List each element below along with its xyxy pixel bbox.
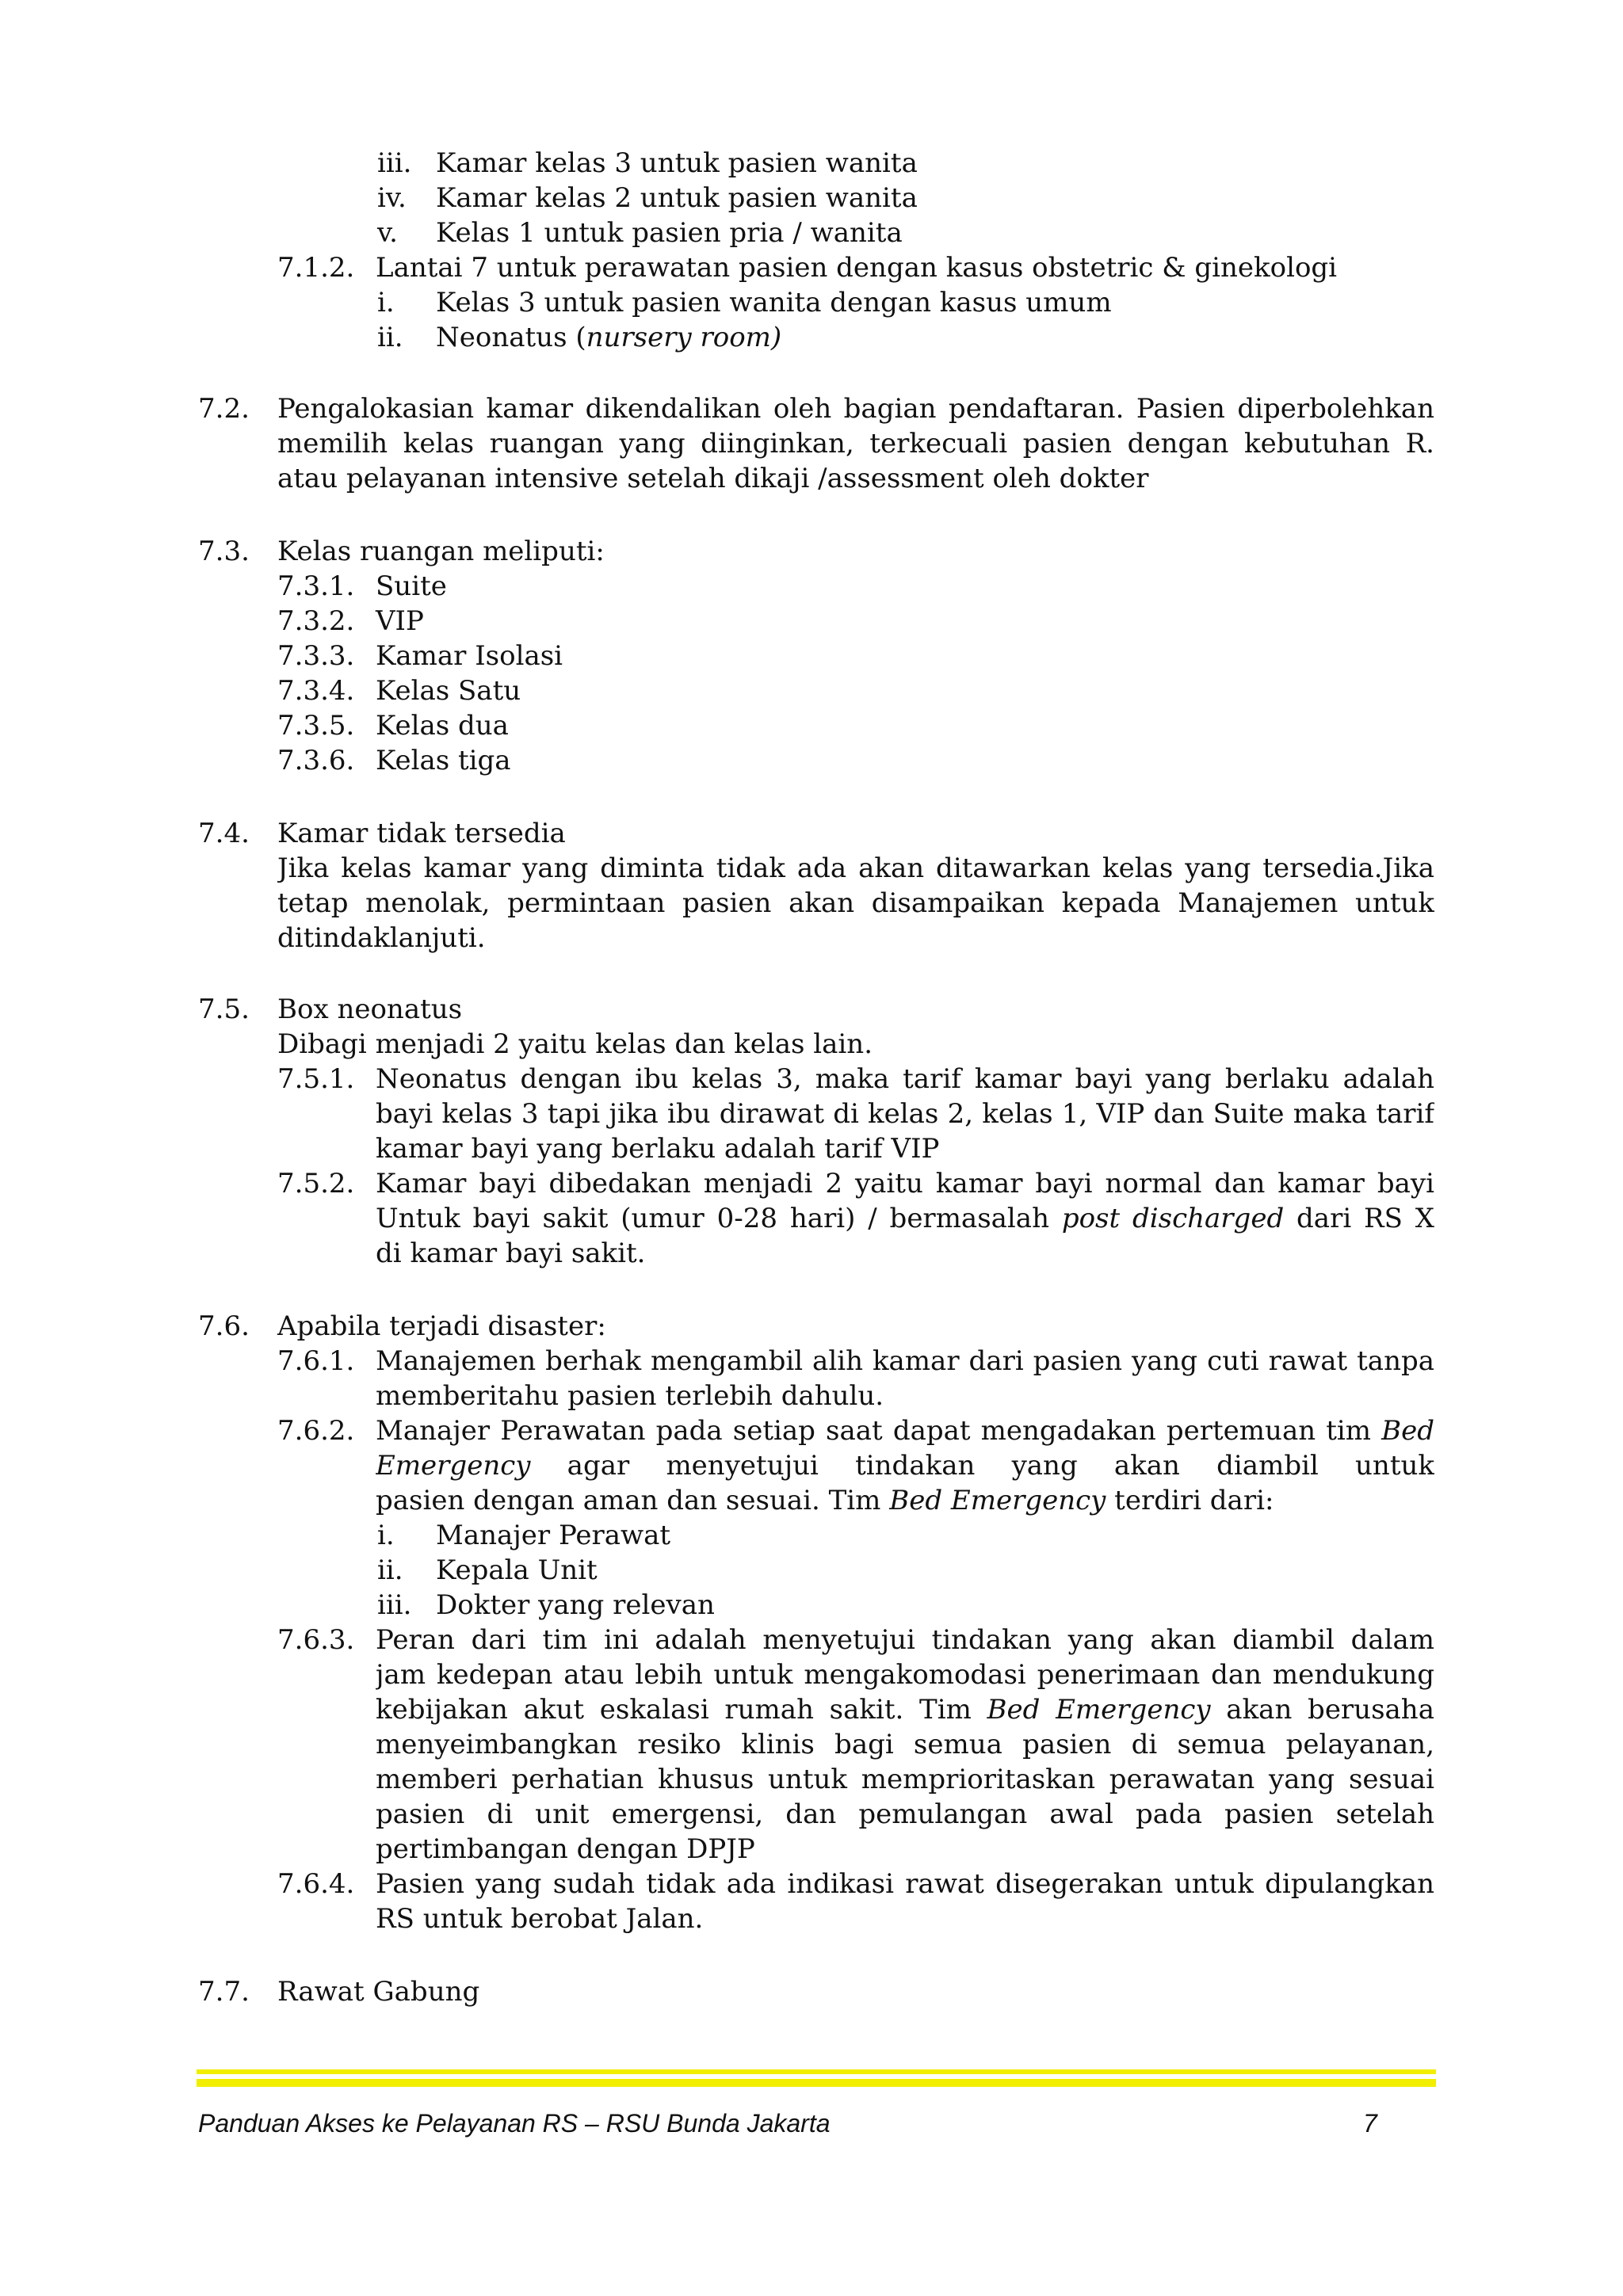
list-marker: i. <box>377 287 395 318</box>
list-item-text: Kelas 3 untuk pasien wanita dengan kasus umum <box>436 287 1112 318</box>
subsection-number: 7.3.5. <box>277 710 355 742</box>
list-item-text: Kelas 1 untuk pasien pria / wanita <box>436 217 903 249</box>
section-7-5 <box>0 992 1623 1027</box>
paragraph-line <box>0 1692 1623 1727</box>
paragraph-line <box>0 921 1623 955</box>
paragraph-line <box>0 1379 1623 1413</box>
list-marker: iv. <box>377 182 407 214</box>
list-item <box>0 320 1623 355</box>
subsection-number: 7.6.3. <box>277 1624 355 1656</box>
list-marker: iii. <box>377 147 412 179</box>
paragraph-line-text: pertimbangan dengan DPJP <box>376 1833 755 1865</box>
paragraph-line <box>0 1131 1623 1166</box>
paragraph-line <box>0 461 1623 496</box>
paragraph-line-text: di kamar bayi sakit. <box>376 1238 646 1269</box>
paragraph-line-text: Manajemen berhak mengambil alih kamar dari pasien yang cuti rawat tanpa <box>376 1345 1434 1377</box>
footer-rule <box>197 2069 1436 2074</box>
paragraph-line <box>0 1727 1623 1762</box>
paragraph-line-text: RS untuk berobat Jalan. <box>376 1903 704 1935</box>
subsection-number: 7.6.2. <box>277 1415 355 1447</box>
paragraph-line-text: memberitahu pasien terlebih dahulu. <box>376 1380 884 1412</box>
paragraph-line-text: menyeimbangkan resiko klinis bagi semua pasien di semua pelayanan, <box>376 1729 1434 1760</box>
list-item <box>0 743 1623 778</box>
subsection-number: 7.3.4. <box>277 675 355 707</box>
paragraph-line-text: pasien di unit emergensi, dan pemulangan awal pada pasien setelah <box>376 1798 1434 1830</box>
section-heading: Kelas ruangan meliputi: <box>277 536 605 567</box>
section-number: 7.6. <box>198 1310 250 1342</box>
section-number: 7.5. <box>198 994 250 1025</box>
subsection-7-5-1 <box>0 1062 1623 1097</box>
paragraph-line <box>0 1097 1623 1131</box>
list-item <box>0 215 1623 250</box>
paragraph-line-text: tetap menolak, permintaan pasien akan disampaikan kepada Manajemen untuk <box>277 887 1434 919</box>
paragraph-line-text: ditindaklanjuti. <box>277 922 486 954</box>
list-item-text: Manajer Perawat <box>436 1520 671 1551</box>
paragraph-line-text: bayi kelas 3 tapi jika ibu dirawat di kelas 2, kelas 1, VIP dan Suite maka tarif <box>376 1098 1434 1130</box>
list-item-text: Kelas Satu <box>376 675 521 707</box>
paragraph-line <box>0 1762 1623 1797</box>
paragraph-line <box>0 1657 1623 1692</box>
section-number: 7.4. <box>198 818 250 849</box>
list-marker: i. <box>377 1520 395 1551</box>
paragraph-line: Pengalokasian kamar dikendalikan oleh bagian pendaftaran. Pasien diperbolehkan <box>277 393 1434 425</box>
paragraph-line-text: kebijakan akut eskalasi rumah sakit. Tim Bed Emergency akan berusaha <box>376 1694 1434 1726</box>
paragraph-line-text: Untuk bayi sakit (umur 0-28 hari) / bermasalah post discharged dari RS X <box>376 1203 1434 1234</box>
paragraph-line <box>0 1236 1623 1271</box>
section-heading: Rawat Gabung <box>277 1976 480 2008</box>
paragraph-line-text: atau pelayanan intensive setelah dikaji /assessment oleh dokter <box>277 463 1149 494</box>
list-item <box>0 285 1623 320</box>
list-item-text: Kamar kelas 2 untuk pasien wanita <box>436 182 918 214</box>
subsection-7-6-2 <box>0 1413 1623 1448</box>
list-item-text: Dokter yang relevan <box>436 1589 715 1621</box>
list-item <box>0 1588 1623 1623</box>
paragraph-line-text: Jika kelas kamar yang diminta tidak ada akan ditawarkan kelas yang tersedia.Jika <box>277 852 1434 884</box>
paragraph-line-text: kamar bayi yang berlaku adalah tarif VIP <box>376 1133 940 1165</box>
list-item-text: Kelas dua <box>376 710 509 742</box>
section-7-7 <box>0 1974 1623 2009</box>
section-number: 7.7. <box>198 1976 250 2008</box>
list-item <box>0 569 1623 604</box>
subsection-number: 7.5.1. <box>277 1063 355 1095</box>
subsection-7-1-2 <box>0 250 1623 285</box>
subsection-7-6-3 <box>0 1623 1623 1657</box>
paragraph-line-text: jam kedepan atau lebih untuk mengakomodasi penerimaan dan mendukung <box>376 1659 1434 1691</box>
subsection-number: 7.6.4. <box>277 1868 355 1900</box>
paragraph-line <box>0 1832 1623 1867</box>
list-item-text: Suite <box>376 570 447 602</box>
paragraph-line-text: pasien dengan aman dan sesuai. Tim Bed Emergency terdiri dari: <box>376 1485 1274 1516</box>
subsection-number: 7.3.6. <box>277 745 355 776</box>
footer-rule <box>197 2079 1436 2087</box>
section-7-4 <box>0 816 1623 851</box>
paragraph-line-text: Pasien yang sudah tidak ada indikasi rawat disegerakan untuk dipulangkan <box>376 1868 1434 1900</box>
subsection-number: 7.3.3. <box>277 640 355 672</box>
list-item <box>0 708 1623 743</box>
paragraph-line-text: memberi perhatian khusus untuk memprioritaskan perawatan yang sesuai <box>376 1764 1434 1795</box>
list-item <box>0 146 1623 181</box>
list-item-text: VIP <box>376 605 424 637</box>
subsection-number: 7.1.2. <box>277 252 355 284</box>
section-heading: Box neonatus <box>277 994 463 1025</box>
paragraph-line-text: Emergency agar menyetujui tindakan yang akan diambil untuk <box>376 1450 1434 1482</box>
section-7-3 <box>0 534 1623 569</box>
paragraph-line-text: memilih kelas ruangan yang diinginkan, terkecuali pasien dengan kebutuhan R. <box>277 428 1434 460</box>
paragraph-line-text: Peran dari tim ini adalah menyetujui tindakan yang akan diambil dalam <box>376 1624 1434 1656</box>
subsection-number: 7.3.2. <box>277 605 355 637</box>
list-item <box>0 673 1623 708</box>
list-item-text: Kamar Isolasi <box>376 640 563 672</box>
section-number: 7.2. <box>198 393 250 425</box>
section-7-6 <box>0 1309 1623 1344</box>
paragraph-line <box>0 851 1623 886</box>
paragraph-line-text: Neonatus dengan ibu kelas 3, maka tarif kamar bayi yang berlaku adalah <box>376 1063 1434 1095</box>
list-marker: ii. <box>377 1554 403 1586</box>
section-7-2 <box>0 391 1623 426</box>
list-item-text: Kamar kelas 3 untuk pasien wanita <box>436 147 918 179</box>
section-heading: Kamar tidak tersedia <box>277 818 566 849</box>
page-number: 7 <box>1363 2109 1377 2138</box>
paragraph-line-text: Manajer Perawatan pada setiap saat dapat mengadakan pertemuan tim Bed <box>376 1415 1434 1447</box>
subsection-text: Lantai 7 untuk perawatan pasien dengan kasus obstetric & ginekologi <box>376 252 1338 284</box>
list-marker: v. <box>377 217 398 249</box>
list-item <box>0 604 1623 639</box>
list-marker: ii. <box>377 322 403 353</box>
paragraph-line <box>0 886 1623 921</box>
paragraph-line <box>0 1448 1623 1483</box>
list-item <box>0 1553 1623 1588</box>
paragraph-line <box>0 1901 1623 1936</box>
list-item-text: Neonatus (nursery room) <box>436 322 782 353</box>
subsection-7-6-4 <box>0 1867 1623 1901</box>
paragraph-line-text: Dibagi menjadi 2 yaitu kelas dan kelas lain. <box>277 1028 873 1060</box>
section-heading: Apabila terjadi disaster: <box>277 1310 606 1342</box>
paragraph-line <box>0 1201 1623 1236</box>
subsection-7-6-1 <box>0 1344 1623 1379</box>
paragraph-line-text: Kamar bayi dibedakan menjadi 2 yaitu kamar bayi normal dan kamar bayi <box>376 1168 1434 1199</box>
paragraph-line <box>0 1483 1623 1518</box>
paragraph-line <box>0 1027 1623 1062</box>
paragraph-line <box>0 1797 1623 1832</box>
list-item <box>0 1518 1623 1553</box>
footer-title: Panduan Akses ke Pelayanan RS – RSU Bunda Jakarta <box>198 2109 831 2138</box>
subsection-number: 7.3.1. <box>277 570 355 602</box>
paragraph-line <box>0 426 1623 461</box>
section-number: 7.3. <box>198 536 250 567</box>
subsection-7-5-2 <box>0 1166 1623 1201</box>
list-item-text: Kelas tiga <box>376 745 511 776</box>
subsection-number: 7.6.1. <box>277 1345 355 1377</box>
subsection-number: 7.5.2. <box>277 1168 355 1199</box>
list-item <box>0 639 1623 673</box>
list-item <box>0 181 1623 215</box>
list-marker: iii. <box>377 1589 412 1621</box>
list-item-text: Kepala Unit <box>436 1554 598 1586</box>
